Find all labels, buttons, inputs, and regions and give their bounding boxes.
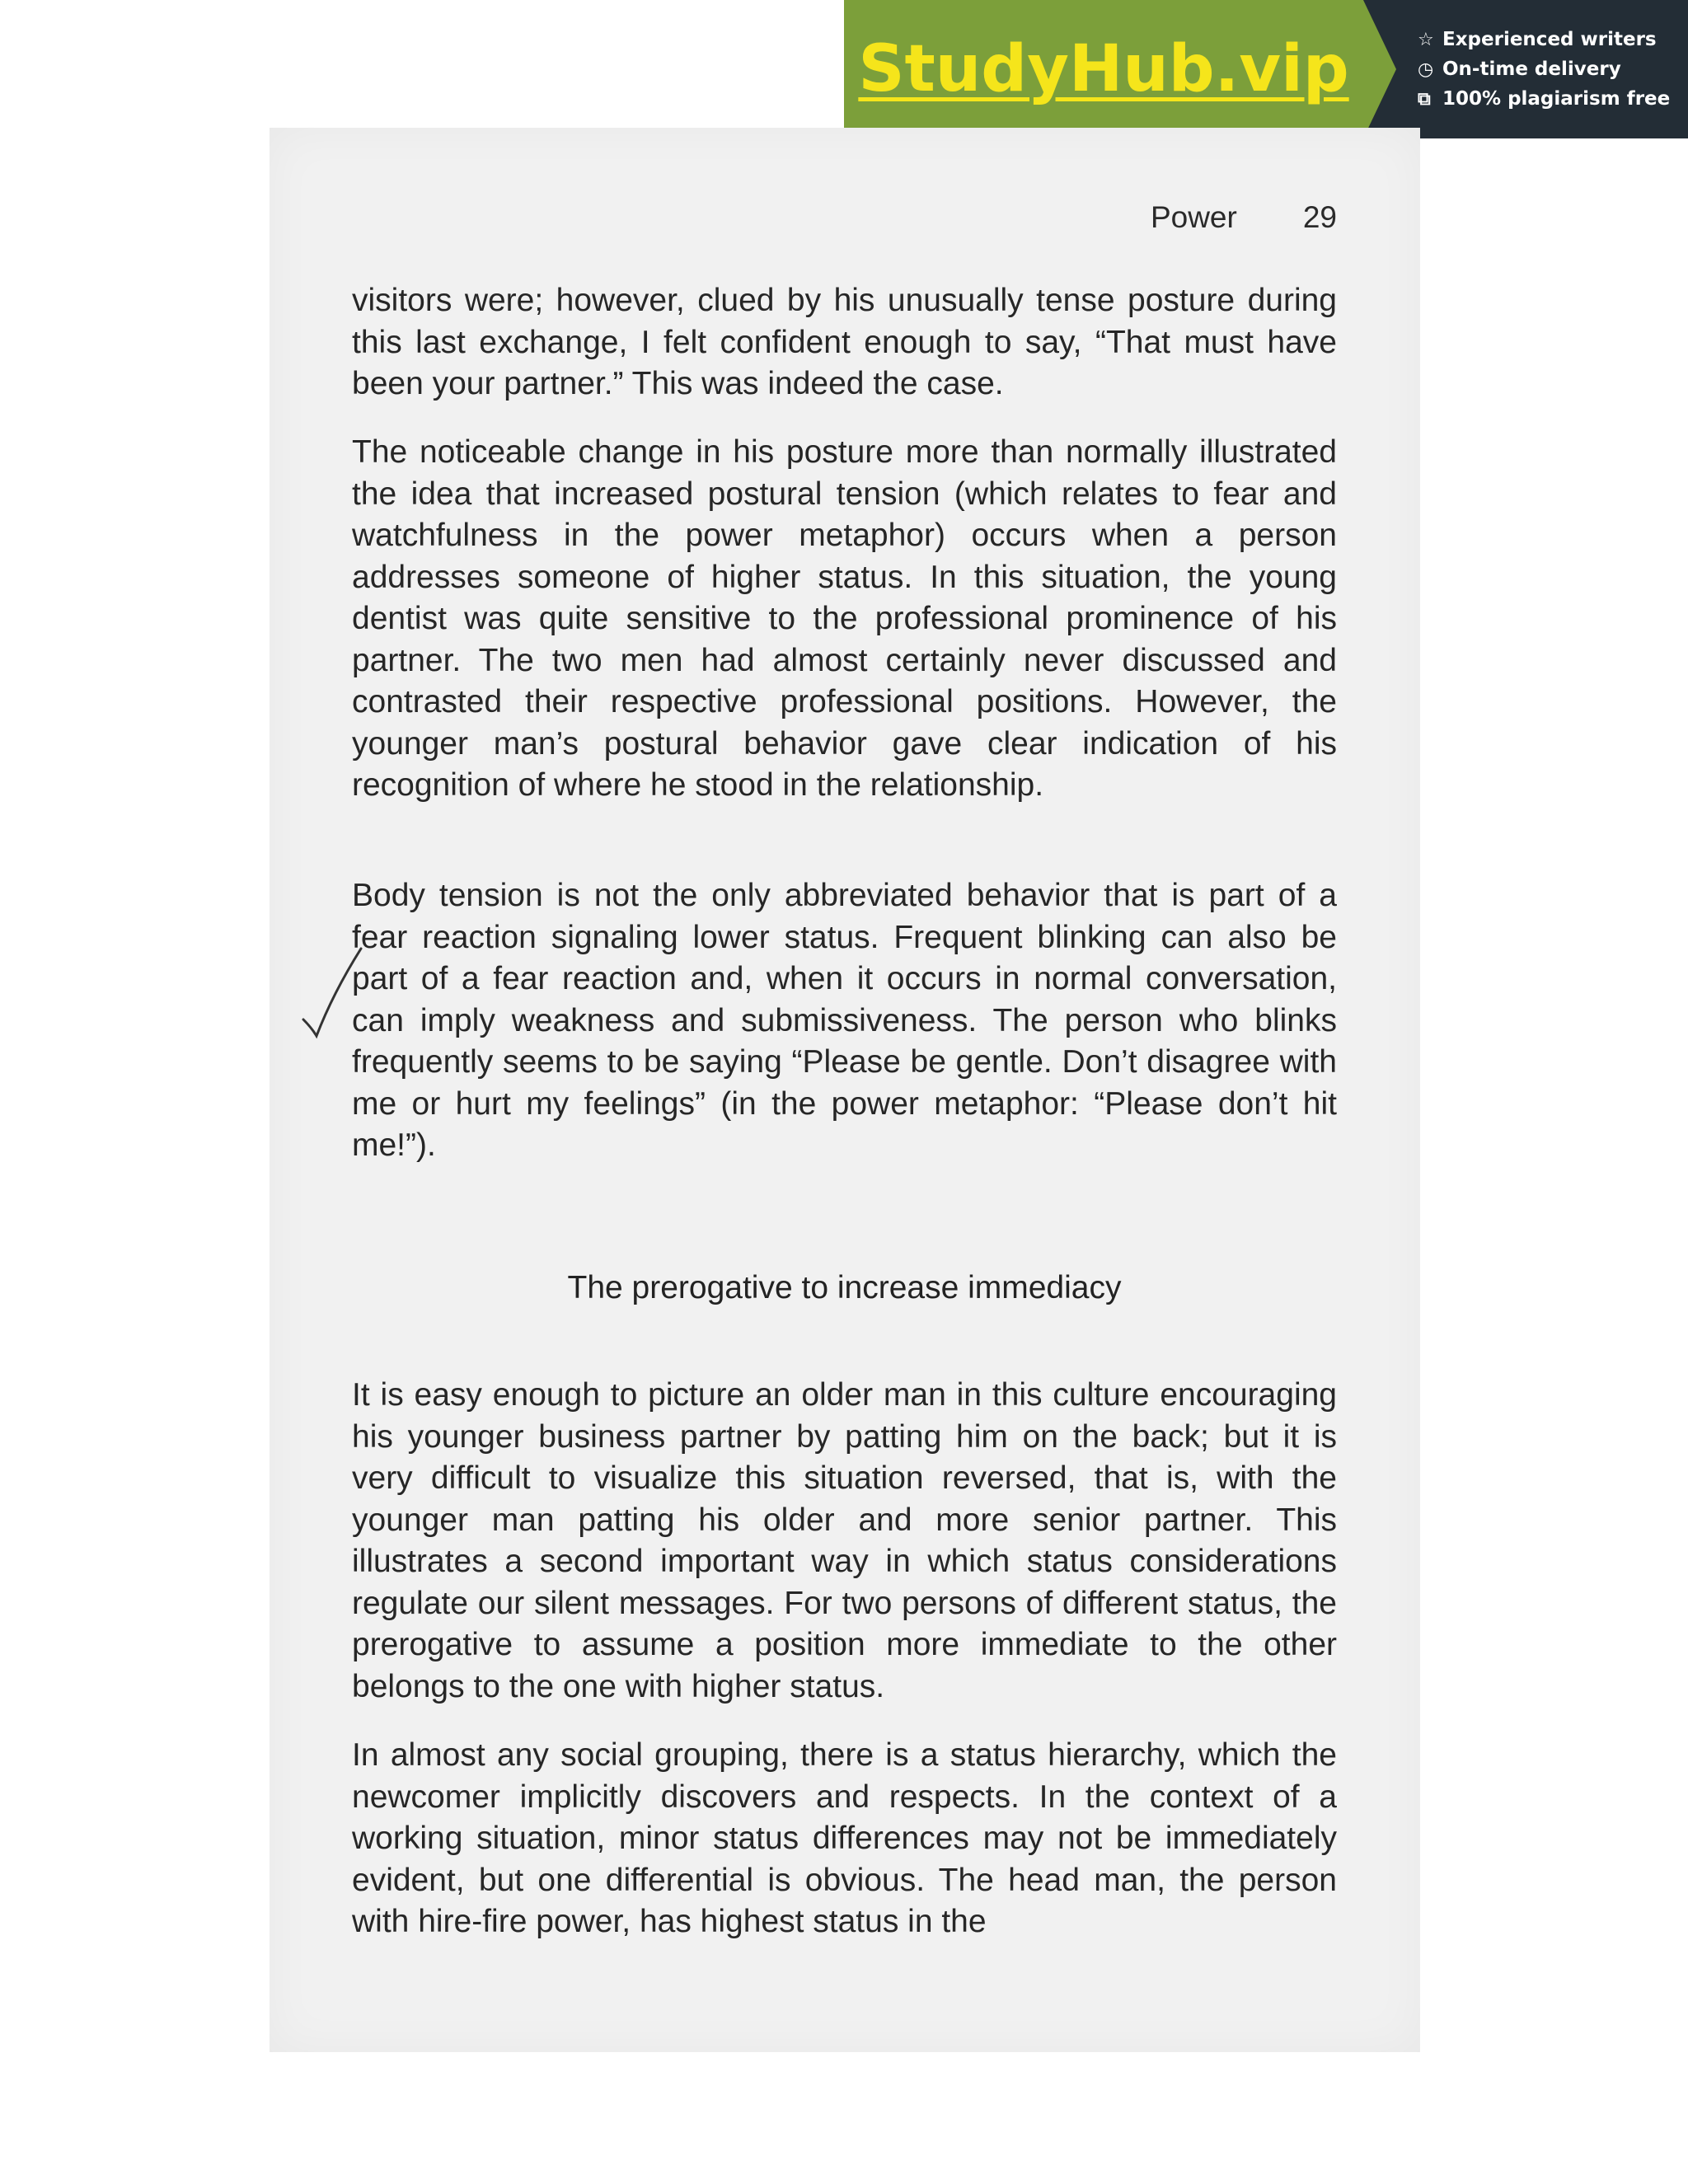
running-head xyxy=(1151,200,1337,235)
paragraph-text: It is easy enough to picture an older man in this culture encouraging his younger business partner by patting him on the back; but it is very difficult to visualize this situation reversed, that is, with the younger man patting his older and more senior partner. This illustrates a second important way in which status considerations regulate our silent messages. For two persons of different status, the prerogative to assume a position more immediate to the other belongs to the one with higher status. xyxy=(352,1377,1337,1704)
paragraph-text: Body tension is not the only abbreviated behavior that is part of a fear reaction signaling lower status. Frequent blinking can also be part of a fear reaction and, when it occurs in normal conversation, can imply weakness and submissiveness. The person who blinks frequently seems to be saying “Please be gentle. Don’t disagree with me or hurt my feelings” (in the power metaphor: “Please don’t hit me!”). xyxy=(352,878,1337,1163)
running-head-title: Power xyxy=(1150,200,1237,234)
paragraph xyxy=(352,875,1337,1194)
feature-list xyxy=(1363,0,1688,138)
paragraph-text: The noticeable change in his posture more than normally illustrated the idea that increased postural tension (which relates to fear and watchfulness in the power metaphor) occurs when a person addresses someone of higher status. In this situation, the young dentist was quite sensitive to the professional prominence of his partner. The two men had almost certainly never discussed and contrasted their respective professional positions. However, the younger man’s postural behavior gave clear indication of his recognition of where he stood in the relationship. xyxy=(352,434,1337,803)
copy-icon: ⧉ xyxy=(1418,88,1431,110)
section-heading: The prerogative to increase immediacy xyxy=(567,1270,1122,1305)
brand-block[interactable] xyxy=(844,0,1363,138)
promo-banner[interactable] xyxy=(844,0,1688,138)
feature-item xyxy=(1418,59,1688,80)
star-icon: ☆ xyxy=(1418,29,1434,50)
paragraph xyxy=(352,1735,1337,1971)
paragraph xyxy=(352,280,1337,433)
paragraph xyxy=(352,1375,1337,1735)
feature-label: 100% plagiarism free xyxy=(1442,88,1671,110)
feature-label: On-time delivery xyxy=(1442,59,1621,80)
brand-logo[interactable]: StudyHub.vip xyxy=(858,32,1349,106)
paragraph-text: visitors were; however, clued by his unusually tense posture during this last exchange, I felt confident enough to say, “That must have been your partner.” This was indeed the case. xyxy=(352,283,1337,401)
handwritten-checkmark-icon xyxy=(300,944,366,1043)
feature-label: Experienced writers xyxy=(1442,29,1657,50)
page-number: 29 xyxy=(1302,200,1337,234)
feature-item xyxy=(1418,29,1688,50)
feature-item xyxy=(1418,88,1688,110)
clock-icon: ◷ xyxy=(1418,59,1434,80)
paragraph xyxy=(352,432,1337,834)
paragraph-text: In almost any social grouping, there is a status hierarchy, which the newcomer implicitly discovers and respects. In the context of a working situation, minor status differences may not be immediately evident, but one differential is obvious. The head man, the person with hire-fire power, has highest status in the xyxy=(352,1737,1337,1939)
